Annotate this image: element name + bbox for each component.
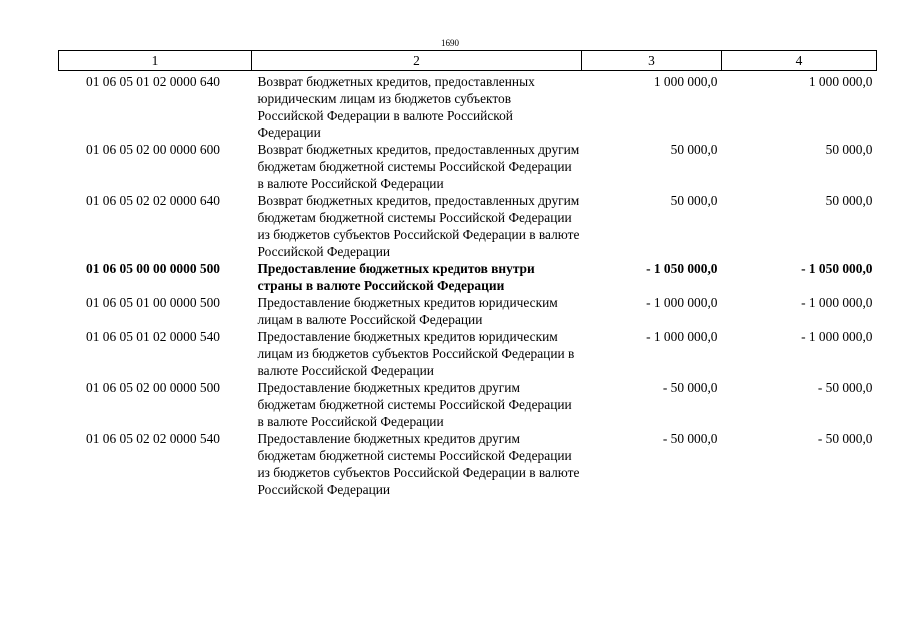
item-name: Предоставление бюджетных кредитов внутри страны в валюте Российской Федерации — [257, 261, 535, 293]
item-name: Предоставление бюджетных кредитов юридическим лицам в валюте Российской Федерации — [257, 295, 558, 327]
amount-column-3: - 1 000 000,0 — [646, 329, 718, 344]
budget-code: 01 06 05 00 00 0000 500 — [86, 261, 220, 276]
header-row — [59, 51, 877, 71]
table-body — [59, 71, 877, 499]
table-row — [59, 328, 877, 379]
column-header-4: 4 — [722, 51, 877, 71]
column-header-2: 2 — [252, 51, 582, 71]
budget-code: 01 06 05 02 00 0000 500 — [86, 380, 220, 395]
table-row — [59, 294, 877, 328]
amount-column-4: 50 000,0 — [825, 193, 873, 208]
table-header — [59, 51, 877, 71]
column-header-1: 1 — [59, 51, 252, 71]
budget-code: 01 06 05 02 00 0000 600 — [86, 142, 220, 157]
column-header-3: 3 — [582, 51, 722, 71]
amount-column-3: - 50 000,0 — [662, 380, 718, 395]
budget-sources-table — [58, 50, 877, 498]
amount-column-4: - 50 000,0 — [817, 431, 873, 446]
page-number: 1690 — [441, 38, 459, 48]
amount-column-4: - 1 000 000,0 — [801, 295, 873, 310]
budget-code: 01 06 05 01 02 0000 640 — [86, 74, 220, 89]
table-row — [59, 141, 877, 192]
item-name: Возврат бюджетных кредитов, предоставленных другим бюджетам бюджетной системы Российской Федерации из бюджетов субъектов Российской Федерации в валюте Российской Федерации — [257, 193, 580, 259]
table-row — [59, 192, 877, 260]
amount-column-3: - 50 000,0 — [662, 431, 718, 446]
budget-code: 01 06 05 02 02 0000 540 — [86, 431, 220, 446]
amount-column-3: - 1 050 000,0 — [646, 261, 718, 276]
table-row — [59, 379, 877, 430]
item-name: Возврат бюджетных кредитов, предоставленных юридическим лицам из бюджетов субъектов Российской Федерации в валюте Российской Федерации — [257, 74, 535, 140]
item-name: Возврат бюджетных кредитов, предоставленных другим бюджетам бюджетной системы Российской Федерации в валюте Российской Федерации — [257, 142, 580, 191]
item-name: Предоставление бюджетных кредитов юридическим лицам из бюджетов субъектов Российской Федерации в валюте Российской Федерации — [257, 329, 575, 378]
table-row — [59, 71, 877, 142]
table-row — [59, 430, 877, 498]
amount-column-3: 1 000 000,0 — [653, 74, 718, 89]
amount-column-4: 1 000 000,0 — [808, 74, 873, 89]
budget-code: 01 06 05 01 00 0000 500 — [86, 295, 220, 310]
amount-column-4: - 1 050 000,0 — [801, 261, 873, 276]
amount-column-3: - 1 000 000,0 — [646, 295, 718, 310]
amount-column-3: 50 000,0 — [670, 142, 718, 157]
item-name: Предоставление бюджетных кредитов другим бюджетам бюджетной системы Российской Федерации в валюте Российской Федерации — [257, 380, 572, 429]
budget-code: 01 06 05 01 02 0000 540 — [86, 329, 220, 344]
amount-column-3: 50 000,0 — [670, 193, 718, 208]
table-row-subtotal — [59, 260, 877, 294]
budget-code: 01 06 05 02 02 0000 640 — [86, 193, 220, 208]
item-name: Предоставление бюджетных кредитов другим бюджетам бюджетной системы Российской Федерации из бюджетов субъектов Российской Федерации в валюте Российской Федерации — [257, 431, 580, 497]
amount-column-4: - 50 000,0 — [817, 380, 873, 395]
amount-column-4: - 1 000 000,0 — [801, 329, 873, 344]
amount-column-4: 50 000,0 — [825, 142, 873, 157]
